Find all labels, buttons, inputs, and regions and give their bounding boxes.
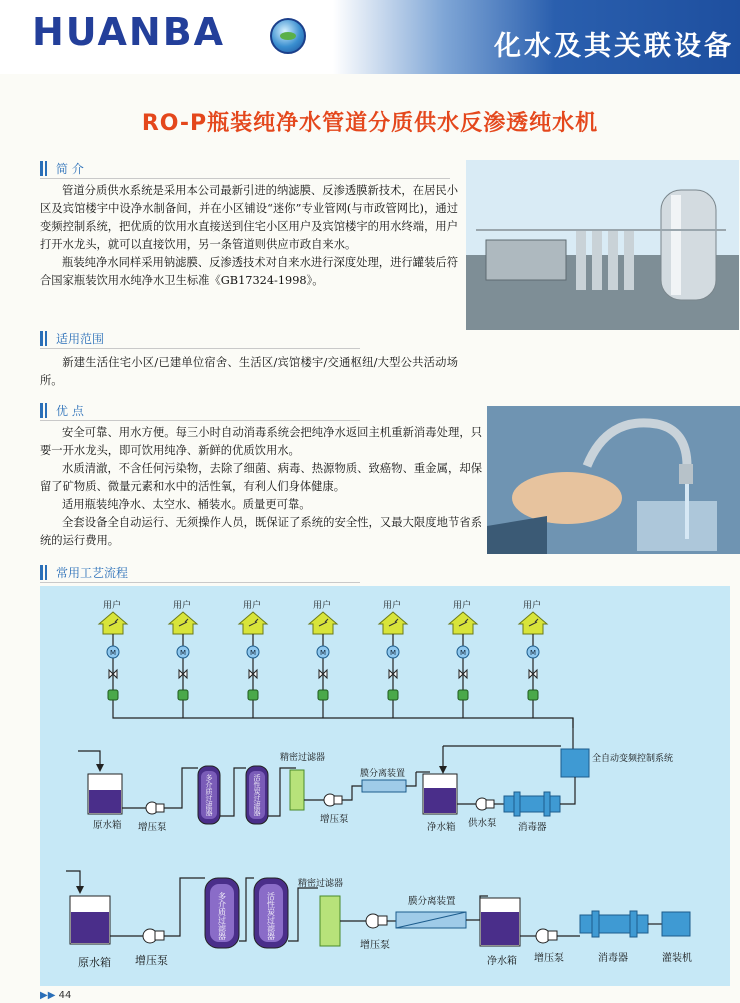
meter-label: M	[250, 649, 257, 657]
filter-cartridge-icon	[458, 690, 468, 700]
intro-heading-text: 简 介	[56, 162, 84, 176]
booster-pump-top-2-label: 增压泵	[320, 814, 349, 825]
page-footer	[40, 990, 71, 1001]
booster-pump-bottom-3-label: 增压泵	[534, 953, 564, 964]
precision-filter-bottom	[320, 896, 340, 946]
booster-pump-top-1-label: 增压泵	[138, 822, 167, 833]
meter-label: M	[110, 649, 117, 657]
advantages-heading-text: 优 点	[56, 404, 84, 418]
intro-paragraph-2: 瓶装纯净水同样采用钠滤膜、反渗透技术对自来水进行深度处理，进行罐装后符合国家瓶装饮用水纯净水卫生标准《GB17324-1998》。	[40, 256, 458, 287]
membrane-bottom-label: 膜分离装置	[408, 896, 456, 907]
faucet-photo	[487, 406, 740, 554]
section-heading-scope	[40, 330, 360, 349]
filter-cartridge-icon	[388, 690, 398, 700]
brand-logo: HUANBA	[32, 10, 226, 54]
equipment-photo	[466, 160, 739, 330]
supply-pump-label: 供水泵	[468, 818, 497, 829]
filter-cartridge-icon	[178, 690, 188, 700]
carbon-filter-top-label: 活性炭过滤器	[253, 774, 261, 816]
filter-cartridge-icon	[528, 690, 538, 700]
membrane-unit-top	[362, 780, 406, 792]
page-arrows-icon: ▶▶	[40, 990, 56, 1001]
meter-label: M	[460, 649, 467, 657]
sterilizer-bottom	[580, 915, 648, 933]
meter-label: M	[180, 649, 187, 657]
filling-machine	[662, 912, 690, 936]
precision-filter-top	[290, 770, 304, 810]
precision-filter-bottom-label: 精密过滤器	[298, 879, 344, 889]
multimedia-filter-top-label: 多介质过滤器	[205, 774, 213, 816]
user-label: 用户	[523, 601, 542, 611]
svg-text:全自动变频控制系统	[592, 752, 673, 764]
scope-heading-text: 适用范围	[56, 332, 105, 346]
filter-cartridge-icon	[108, 690, 118, 700]
section-heading-advantages	[40, 402, 360, 421]
page-number: 44	[58, 990, 72, 1001]
sterilizer-bottom-label: 消毒器	[598, 953, 628, 964]
user-label: 用户	[453, 601, 472, 611]
meter-label: M	[530, 649, 537, 657]
control-system-label: 全自动变频控制系统	[592, 754, 674, 764]
scope-paragraph: 新建生活住宅小区/已建单位宿舍、生活区/宾馆楼宇/交通枢纽/大型公共活动场所。	[40, 356, 458, 387]
pure-tank-top-label: 净水箱	[427, 822, 456, 833]
advantages-paragraphs	[40, 424, 482, 550]
control-system-box	[561, 749, 589, 777]
carbon-filter-bottom-label: 活性炭过滤器	[266, 892, 276, 940]
advantage-paragraph-2: 水质清澈，不含任何污染物，去除了细菌、病毒、热源物质、致癌物、重金属，却保留了矿物质、微量元素和水中的活性氧，有利人们身体健康。	[40, 462, 482, 493]
section-heading-flow	[40, 564, 360, 583]
page-title: RO-P瓶装纯净水管道分质供水反渗透纯水机	[141, 111, 599, 136]
intro-paragraph-1: 管道分质供水系统是采用本公司最新引进的纳滤膜、反渗透膜新技术，在居民小区及宾馆楼宇中设净水制备间，并在小区铺设“迷你”专业管网(与市政管网比)，通过变频控制系统，把优质的饮用水直接送到住宅小区用户及宾馆楼宇的用水终端，用户打开水龙头，就可以直接饮用，另一条管道则供应市政自来水。	[40, 184, 458, 251]
meter-label: M	[320, 649, 327, 657]
intro-paragraphs	[40, 182, 458, 290]
filling-machine-label: 灌装机	[662, 953, 692, 964]
sterilizer-top-label: 消毒器	[518, 822, 547, 833]
filter-cartridge-icon	[318, 690, 328, 700]
page-header	[0, 0, 740, 74]
globe-logo-icon	[270, 18, 306, 54]
user-label: 用户	[313, 601, 332, 611]
user-label: 用户	[103, 601, 122, 611]
raw-tank-bottom-label: 原水箱	[78, 956, 111, 969]
raw-tank-top-label: 原水箱	[93, 820, 122, 831]
section-heading-intro	[40, 160, 450, 179]
advantage-paragraph-4: 全套设备全自动运行、无须操作人员，既保证了系统的安全性，又最大限度地节省系统的运行费用。	[40, 516, 482, 547]
precision-filter-top-label: 精密过滤器	[280, 753, 326, 763]
membrane-top-label: 膜分离装置	[360, 769, 406, 779]
user-label: 用户	[243, 601, 262, 611]
meter-label: M	[390, 649, 397, 657]
multimedia-filter-bottom-label: 多介质过滤器	[217, 892, 227, 940]
advantage-paragraph-3: 适用瓶装纯净水、太空水、桶装水。质量更可靠。	[62, 498, 311, 511]
advantage-paragraph-1: 安全可靠、用水方便。每三小时自动消毒系统会把纯净水返回主机重新消毒处理，只要一开水龙头，即可饮用纯净、新鲜的优质饮用水。	[40, 426, 482, 457]
booster-pump-bottom-2-label: 增压泵	[360, 940, 390, 951]
user-label: 用户	[383, 601, 402, 611]
pure-tank-bottom-label: 净水箱	[487, 956, 517, 967]
header-title: 化水及其关联设备	[494, 31, 734, 62]
booster-pump-bottom-1-label: 增压泵	[135, 954, 168, 967]
filter-cartridge-icon	[248, 690, 258, 700]
user-label: 用户	[173, 601, 192, 611]
sterilizer-top	[504, 796, 560, 812]
process-flow-diagram	[40, 586, 730, 986]
flow-heading-text: 常用工艺流程	[56, 566, 129, 580]
